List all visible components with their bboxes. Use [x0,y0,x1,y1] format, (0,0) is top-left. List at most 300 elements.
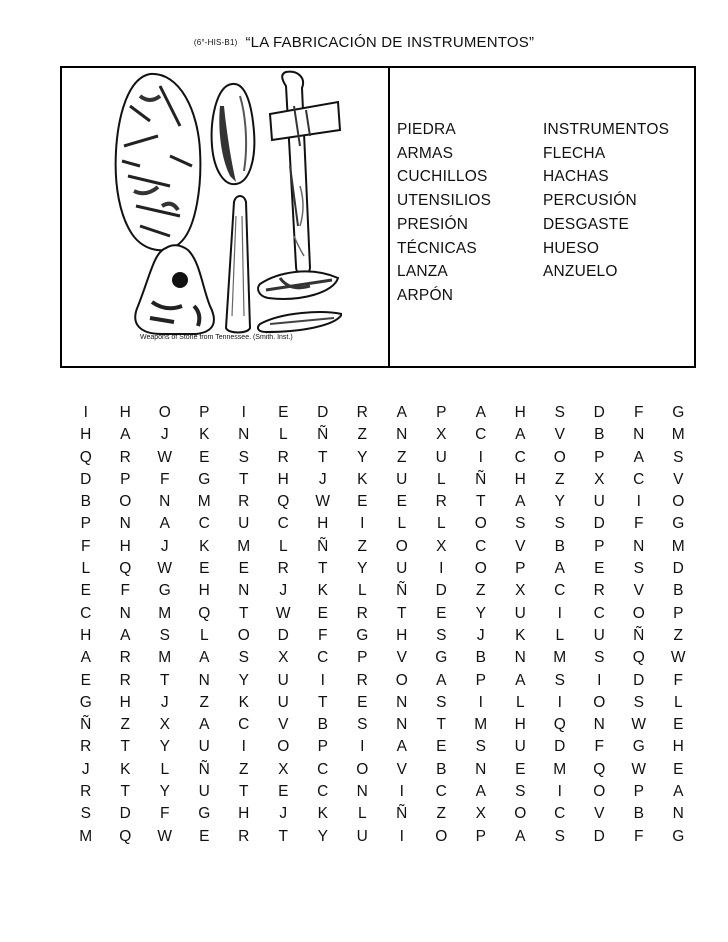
grid-letter[interactable]: T [318,693,328,711]
grid-letter[interactable]: C [554,582,566,600]
grid-letter[interactable]: D [317,404,329,421]
grid-letter[interactable]: S [515,515,526,533]
grid-letter[interactable]: S [515,783,526,801]
grid-letter[interactable]: E [278,404,289,421]
grid-letter[interactable]: I [241,738,246,756]
grid-letter[interactable]: E [357,693,368,711]
grid-letter[interactable]: I [478,693,483,711]
grid-letter[interactable]: C [554,805,566,823]
grid-letter[interactable]: Q [79,448,92,466]
grid-letter[interactable]: U [238,515,250,533]
grid-letter[interactable]: O [395,671,408,689]
grid-letter[interactable]: V [515,537,526,555]
grid-letter[interactable]: V [633,582,644,600]
grid-letter[interactable]: K [199,537,210,555]
grid-letter[interactable]: A [554,560,565,578]
grid-letter[interactable]: A [515,671,526,689]
grid-letter[interactable]: A [159,515,170,533]
grid-letter[interactable]: C [435,783,447,801]
grid-letter[interactable]: A [633,448,644,466]
grid-letter[interactable]: D [672,560,684,578]
grid-letter[interactable]: N [238,426,250,444]
grid-letter[interactable]: H [198,582,210,600]
grid-letter[interactable]: M [158,649,172,667]
grid-letter[interactable]: E [199,827,210,845]
grid-letter[interactable]: I [83,404,88,421]
grid-letter[interactable]: T [476,493,486,511]
grid-letter[interactable]: T [239,470,249,488]
grid-letter[interactable]: U [514,604,526,622]
grid-letter[interactable]: H [277,470,289,488]
grid-letter[interactable]: N [475,760,487,778]
grid-letter[interactable]: D [593,515,605,533]
grid-letter[interactable]: D [593,827,605,845]
grid-letter[interactable]: T [160,671,170,689]
grid-letter[interactable]: I [597,671,602,689]
grid-letter[interactable]: R [593,582,605,600]
grid-letter[interactable]: N [238,582,250,600]
grid-letter[interactable]: X [159,716,170,734]
grid-letter[interactable]: H [80,626,92,644]
grid-letter[interactable]: C [514,448,526,466]
grid-letter[interactable]: W [315,493,331,511]
grid-letter[interactable]: P [80,515,91,533]
grid-letter[interactable]: K [357,470,368,488]
grid-letter[interactable]: M [671,537,685,555]
grid-letter[interactable]: A [475,783,486,801]
grid-letter[interactable]: E [238,560,249,578]
grid-letter[interactable]: V [594,805,605,823]
grid-letter[interactable]: P [633,783,644,801]
grid-letter[interactable]: X [594,470,605,488]
grid-letter[interactable]: E [278,783,289,801]
grid-letter[interactable]: H [119,537,131,555]
grid-letter[interactable]: C [593,604,605,622]
grid-letter[interactable]: B [80,493,91,511]
grid-letter[interactable]: O [593,693,606,711]
grid-letter[interactable]: Ñ [317,537,329,555]
grid-letter[interactable]: O [277,738,290,756]
grid-letter[interactable]: D [633,671,645,689]
grid-letter[interactable]: N [119,515,131,533]
grid-letter[interactable]: A [396,738,407,756]
grid-letter[interactable]: O [237,626,250,644]
grid-letter[interactable]: A [80,649,91,667]
grid-letter[interactable]: D [435,582,447,600]
grid-letter[interactable]: Y [357,448,368,466]
grid-letter[interactable]: N [396,426,408,444]
grid-letter[interactable]: J [279,582,288,600]
grid-letter[interactable]: X [475,805,486,823]
grid-letter[interactable]: S [673,448,684,466]
grid-letter[interactable]: I [360,515,365,533]
grid-letter[interactable]: U [396,560,408,578]
grid-letter[interactable]: Ñ [475,470,487,488]
grid-letter[interactable]: P [475,827,486,845]
grid-letter[interactable]: E [80,671,91,689]
grid-letter[interactable]: X [436,537,447,555]
grid-letter[interactable]: N [159,493,171,511]
grid-letter[interactable]: N [593,716,605,734]
grid-letter[interactable]: Q [119,827,132,845]
grid-letter[interactable]: S [475,738,486,756]
grid-letter[interactable]: V [396,760,407,778]
grid-letter[interactable]: M [79,827,93,845]
grid-letter[interactable]: H [514,470,526,488]
grid-letter[interactable]: U [593,626,605,644]
grid-letter[interactable]: R [80,738,92,756]
grid-letter[interactable]: S [594,649,605,667]
grid-letter[interactable]: E [673,716,684,734]
grid-letter[interactable]: C [238,716,250,734]
grid-letter[interactable]: I [241,404,246,421]
grid-letter[interactable]: Ñ [396,582,408,600]
grid-letter[interactable]: T [278,827,288,845]
grid-letter[interactable]: Q [277,493,290,511]
grid-letter[interactable]: U [198,783,210,801]
grid-letter[interactable]: R [119,649,131,667]
grid-letter[interactable]: M [158,604,172,622]
grid-letter[interactable]: V [396,649,407,667]
grid-letter[interactable]: L [515,693,525,711]
grid-letter[interactable]: J [318,470,327,488]
grid-letter[interactable]: E [436,738,447,756]
grid-letter[interactable]: R [119,671,131,689]
grid-letter[interactable]: F [160,805,170,823]
grid-letter[interactable]: T [436,716,446,734]
grid-letter[interactable]: N [672,805,684,823]
grid-letter[interactable]: M [553,649,567,667]
grid-letter[interactable]: N [633,537,645,555]
grid-letter[interactable]: S [80,805,91,823]
grid-letter[interactable]: L [278,426,288,444]
grid-letter[interactable]: R [356,604,368,622]
grid-letter[interactable]: M [553,760,567,778]
grid-letter[interactable]: Ñ [633,626,645,644]
grid-letter[interactable]: L [436,470,446,488]
grid-letter[interactable]: D [554,738,566,756]
grid-letter[interactable]: Z [397,448,407,466]
grid-letter[interactable]: S [436,626,447,644]
grid-letter[interactable]: T [397,604,407,622]
grid-letter[interactable]: C [475,426,487,444]
grid-letter[interactable]: E [594,560,605,578]
grid-letter[interactable]: G [672,404,685,421]
grid-letter[interactable]: L [673,693,683,711]
grid-letter[interactable]: F [81,537,91,555]
grid-letter[interactable]: K [515,626,526,644]
grid-letter[interactable]: D [593,404,605,421]
grid-letter[interactable]: T [318,560,328,578]
grid-letter[interactable]: D [277,626,289,644]
grid-letter[interactable]: X [278,760,289,778]
grid-letter[interactable]: W [157,827,173,845]
grid-letter[interactable]: A [120,626,131,644]
grid-letter[interactable]: E [357,493,368,511]
grid-letter[interactable]: B [594,426,605,444]
grid-letter[interactable]: F [634,515,644,533]
grid-letter[interactable]: S [554,404,565,421]
grid-letter[interactable]: R [435,493,447,511]
grid-letter[interactable]: Z [436,805,446,823]
grid-letter[interactable]: Z [120,716,130,734]
grid-letter[interactable]: Q [632,649,645,667]
grid-letter[interactable]: G [198,470,211,488]
grid-letter[interactable]: Y [554,493,565,511]
grid-letter[interactable]: T [120,783,130,801]
grid-letter[interactable]: Z [476,582,486,600]
grid-letter[interactable]: N [396,716,408,734]
grid-letter[interactable]: A [673,783,684,801]
grid-letter[interactable]: X [515,582,526,600]
grid-letter[interactable]: S [554,515,565,533]
grid-letter[interactable]: F [160,470,170,488]
grid-letter[interactable]: Z [239,760,249,778]
grid-letter[interactable]: B [633,805,644,823]
grid-letter[interactable]: I [636,493,641,511]
grid-letter[interactable]: R [80,783,92,801]
grid-letter[interactable]: C [198,515,210,533]
grid-letter[interactable]: O [474,560,487,578]
grid-letter[interactable]: R [277,560,289,578]
grid-letter[interactable]: T [239,604,249,622]
grid-letter[interactable]: Ñ [317,426,329,444]
grid-letter[interactable]: A [515,493,526,511]
grid-letter[interactable]: Ñ [396,805,408,823]
grid-letter[interactable]: J [81,760,90,778]
grid-letter[interactable]: U [277,693,289,711]
grid-letter[interactable]: B [475,649,486,667]
grid-letter[interactable]: Q [198,604,211,622]
grid-letter[interactable]: I [320,671,325,689]
grid-letter[interactable]: S [159,626,170,644]
grid-letter[interactable]: A [515,426,526,444]
grid-letter[interactable]: E [317,604,328,622]
grid-letter[interactable]: H [514,716,526,734]
grid-letter[interactable]: K [317,805,328,823]
grid-letter[interactable]: O [672,493,685,511]
grid-letter[interactable]: Y [159,738,170,756]
grid-letter[interactable]: Y [317,827,328,845]
grid-letter[interactable]: P [475,671,486,689]
grid-letter[interactable]: F [318,626,328,644]
grid-letter[interactable]: S [357,716,368,734]
grid-letter[interactable]: H [119,404,131,421]
grid-letter[interactable]: B [554,537,565,555]
grid-letter[interactable]: G [356,626,369,644]
grid-letter[interactable]: S [554,671,565,689]
grid-letter[interactable]: O [474,515,487,533]
grid-letter[interactable]: L [357,582,367,600]
grid-letter[interactable]: E [673,760,684,778]
grid-letter[interactable]: J [160,537,169,555]
grid-letter[interactable]: S [436,693,447,711]
grid-letter[interactable]: L [357,805,367,823]
grid-letter[interactable]: L [555,626,565,644]
grid-letter[interactable]: W [670,649,686,667]
grid-letter[interactable]: J [160,426,169,444]
grid-letter[interactable]: H [514,404,526,421]
grid-letter[interactable]: D [119,805,131,823]
grid-letter[interactable]: V [278,716,289,734]
grid-letter[interactable]: L [436,515,446,533]
grid-letter[interactable]: N [396,693,408,711]
grid-letter[interactable]: P [515,560,526,578]
grid-letter[interactable]: L [81,560,91,578]
grid-letter[interactable]: U [593,493,605,511]
grid-letter[interactable]: X [278,649,289,667]
grid-letter[interactable]: C [475,537,487,555]
grid-letter[interactable]: S [238,448,249,466]
grid-letter[interactable]: Q [593,760,606,778]
grid-letter[interactable]: P [594,448,605,466]
grid-letter[interactable]: Q [553,716,566,734]
grid-letter[interactable]: F [634,404,644,421]
grid-letter[interactable]: M [671,426,685,444]
grid-letter[interactable]: P [436,404,447,421]
grid-letter[interactable]: Z [555,470,565,488]
grid-letter[interactable]: C [317,783,329,801]
grid-letter[interactable]: C [80,604,92,622]
grid-letter[interactable]: W [157,560,173,578]
grid-letter[interactable]: T [239,783,249,801]
grid-letter[interactable]: H [396,626,408,644]
grid-letter[interactable]: H [80,426,92,444]
grid-letter[interactable]: M [474,716,488,734]
grid-letter[interactable]: J [279,805,288,823]
grid-letter[interactable]: W [275,604,291,622]
grid-letter[interactable]: I [399,783,404,801]
grid-letter[interactable]: B [673,582,684,600]
grid-letter[interactable]: N [356,783,368,801]
grid-letter[interactable]: F [120,582,130,600]
grid-letter[interactable]: P [120,470,131,488]
grid-letter[interactable]: T [120,738,130,756]
grid-letter[interactable]: G [435,649,448,667]
grid-letter[interactable]: L [199,626,209,644]
grid-letter[interactable]: S [633,693,644,711]
grid-letter[interactable]: O [158,404,171,421]
grid-letter[interactable]: K [199,426,210,444]
grid-letter[interactable]: O [593,783,606,801]
grid-letter[interactable]: G [79,693,92,711]
grid-letter[interactable]: O [514,805,527,823]
grid-letter[interactable]: H [238,805,250,823]
grid-letter[interactable]: Z [199,693,209,711]
grid-letter[interactable]: N [633,426,645,444]
grid-letter[interactable]: O [119,493,132,511]
grid-letter[interactable]: A [436,671,447,689]
grid-letter[interactable]: E [436,604,447,622]
grid-letter[interactable]: W [631,716,647,734]
grid-letter[interactable]: Y [357,560,368,578]
grid-letter[interactable]: N [198,671,210,689]
grid-letter[interactable]: H [119,693,131,711]
grid-letter[interactable]: A [199,716,210,734]
grid-letter[interactable]: C [317,649,329,667]
grid-letter[interactable]: F [634,827,644,845]
grid-letter[interactable]: O [632,604,645,622]
grid-letter[interactable]: C [317,760,329,778]
grid-letter[interactable]: O [553,448,566,466]
grid-letter[interactable]: Y [475,604,486,622]
grid-letter[interactable]: I [439,560,444,578]
grid-letter[interactable]: U [514,738,526,756]
grid-letter[interactable]: Y [159,783,170,801]
grid-letter[interactable]: R [277,448,289,466]
grid-letter[interactable]: U [277,671,289,689]
grid-letter[interactable]: I [399,827,404,845]
grid-letter[interactable]: Z [357,426,367,444]
grid-letter[interactable]: M [237,537,251,555]
grid-letter[interactable]: L [278,537,288,555]
grid-letter[interactable]: G [158,582,171,600]
grid-letter[interactable]: F [673,671,683,689]
grid-letter[interactable]: A [515,827,526,845]
grid-letter[interactable]: A [120,426,131,444]
grid-letter[interactable]: I [360,738,365,756]
grid-letter[interactable]: Z [673,626,683,644]
grid-letter[interactable]: K [120,760,131,778]
grid-letter[interactable]: A [396,404,407,421]
grid-letter[interactable]: E [396,493,407,511]
grid-letter[interactable]: E [80,582,91,600]
grid-letter[interactable]: Z [357,537,367,555]
grid-letter[interactable]: P [317,738,328,756]
grid-letter[interactable]: R [238,493,250,511]
grid-letter[interactable]: G [632,738,645,756]
grid-letter[interactable]: C [277,515,289,533]
grid-letter[interactable]: K [238,693,249,711]
grid-letter[interactable]: I [478,448,483,466]
grid-letter[interactable]: J [160,693,169,711]
grid-letter[interactable]: S [238,649,249,667]
grid-letter[interactable]: A [475,404,486,421]
grid-letter[interactable]: X [436,426,447,444]
grid-letter[interactable]: G [672,515,685,533]
grid-letter[interactable]: I [557,783,562,801]
grid-letter[interactable]: N [119,604,131,622]
grid-letter[interactable]: B [436,760,447,778]
grid-letter[interactable]: K [317,582,328,600]
grid-letter[interactable]: Y [238,671,249,689]
grid-letter[interactable]: E [515,760,526,778]
grid-letter[interactable]: V [673,470,684,488]
grid-letter[interactable]: R [238,827,250,845]
grid-letter[interactable]: S [633,560,644,578]
grid-letter[interactable]: G [672,827,685,845]
grid-letter[interactable]: M [197,493,211,511]
grid-letter[interactable]: J [476,626,485,644]
grid-letter[interactable]: A [199,649,210,667]
grid-letter[interactable]: H [672,738,684,756]
grid-letter[interactable]: G [198,805,211,823]
grid-letter[interactable]: D [80,470,92,488]
grid-letter[interactable]: Q [119,560,132,578]
grid-letter[interactable]: B [317,716,328,734]
grid-letter[interactable]: U [356,827,368,845]
grid-letter[interactable]: H [317,515,329,533]
grid-letter[interactable]: O [435,827,448,845]
grid-letter[interactable]: U [396,470,408,488]
grid-letter[interactable]: E [199,560,210,578]
grid-letter[interactable]: Ñ [80,716,92,734]
grid-letter[interactable]: W [631,760,647,778]
grid-letter[interactable]: R [356,404,368,421]
grid-letter[interactable]: P [673,604,684,622]
grid-letter[interactable]: T [318,448,328,466]
grid-letter[interactable]: E [199,448,210,466]
